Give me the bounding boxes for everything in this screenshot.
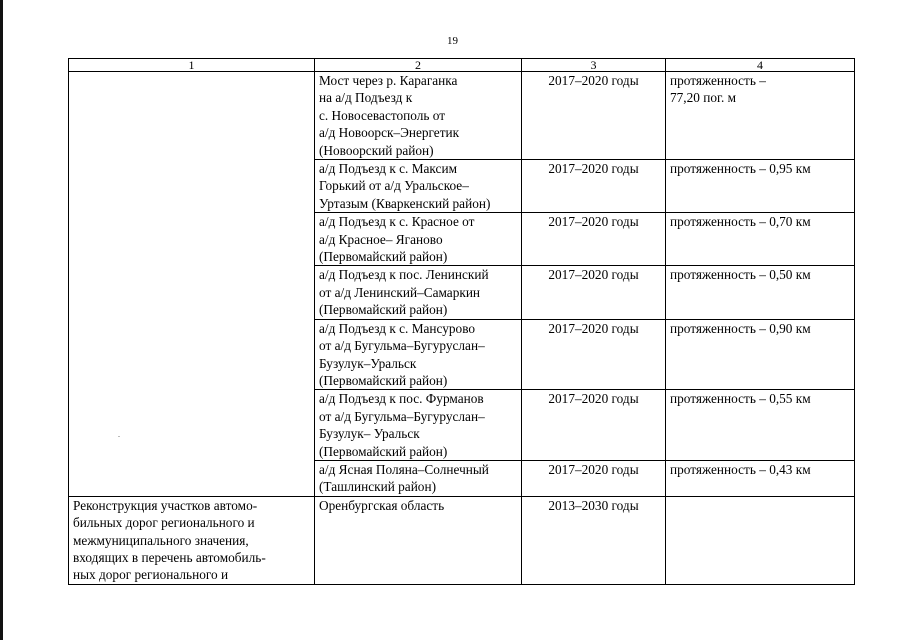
cell-line: а/д Подъезд к с. Максим xyxy=(319,161,457,177)
header-cell-4: 4 xyxy=(666,59,855,72)
cell-line: Бузулук– Уральск xyxy=(319,426,420,442)
merged-cell-col1 xyxy=(69,72,315,497)
cell-line: а/д Подъезд к с. Мансурово xyxy=(319,320,476,336)
cell-line: (Первомайский район) xyxy=(319,443,448,459)
cell-line: а/д Красное– Яганово xyxy=(319,231,443,247)
cell-line: входящих в перечень автомобиль- xyxy=(73,549,266,565)
cell-line: а/д Новоорск–Энергетик xyxy=(319,125,460,141)
page-number: 19 xyxy=(447,35,458,47)
cell-object-name xyxy=(315,160,522,213)
header-cell-1: 1 xyxy=(69,59,315,72)
cell-line: от а/д Бугульма–Бугуруслан– xyxy=(319,338,485,354)
cell-length xyxy=(666,213,855,266)
cell-line: (Первомайский район) xyxy=(319,249,448,265)
cell-length xyxy=(666,496,855,584)
cell-line: Мост через р. Караганка xyxy=(319,73,458,88)
cell-object-name xyxy=(315,496,522,584)
cell-period: 2017–2020 годы xyxy=(522,160,666,213)
cell-line: от а/д Бугульма–Бугуруслан– xyxy=(319,408,485,424)
cell-period: 2017–2020 годы xyxy=(522,266,666,319)
cell-object-name xyxy=(315,213,522,266)
cell-line: протяженность – 0,50 км xyxy=(670,267,811,283)
cell-line: Реконструкция участков автомо- xyxy=(73,497,258,513)
cell-object-name xyxy=(315,319,522,390)
cell-line: бильных дорог регионального и xyxy=(73,515,255,531)
cell-line: Бузулук–Уральск xyxy=(319,355,417,371)
cell-line: (Первомайский район) xyxy=(319,372,448,388)
table-header-row xyxy=(69,59,855,72)
cell-line: протяженность – 0,90 км xyxy=(670,320,811,336)
cell-line: ных дорог регионального и xyxy=(73,567,229,583)
cell-length xyxy=(666,460,855,496)
cell-length xyxy=(666,72,855,160)
cell-line: (Новоорский район) xyxy=(319,142,434,158)
header-cell-2: 2 xyxy=(315,59,522,72)
cell-object-name xyxy=(315,266,522,319)
cell-line: а/д Подъезд к с. Красное от xyxy=(319,214,475,230)
cell-line: 77,20 пог. м xyxy=(670,90,737,106)
cell-period: 2017–2020 годы xyxy=(522,460,666,496)
cell-line: от а/д Ленинский–Самаркин xyxy=(319,284,481,300)
cell-line: а/д Ясная Поляна–Солнечный xyxy=(319,461,489,477)
cell-line: протяженность – 0,55 км xyxy=(670,391,811,407)
cell-period: 2017–2020 годы xyxy=(522,72,666,160)
cell-period: 2017–2020 годы xyxy=(522,319,666,390)
cell-length xyxy=(666,390,855,461)
table-row xyxy=(69,72,855,160)
header-cell-3: 3 xyxy=(522,59,666,72)
cell-line: а/д Подъезд к пос. Фурманов xyxy=(319,391,484,407)
cell-period: 2017–2020 годы xyxy=(522,390,666,461)
cell-line: межмуниципального значения, xyxy=(73,532,249,548)
cell-length xyxy=(666,266,855,319)
document-table xyxy=(68,58,855,585)
cell-line: на а/д Подъезд к xyxy=(319,90,413,106)
cell-period: 2017–2020 годы xyxy=(522,213,666,266)
table-row xyxy=(69,496,855,584)
cell-line: Оренбургская область xyxy=(319,497,445,513)
cell-line: протяженность – 0,70 км xyxy=(670,214,811,230)
cell-period: 2013–2030 годы xyxy=(522,496,666,584)
cell-object-name xyxy=(315,72,522,160)
scan-edge-shadow xyxy=(0,0,3,640)
cell-line: а/д Подъезд к пос. Ленинский xyxy=(319,267,489,283)
cell-line: с. Новосевастополь от xyxy=(319,107,446,123)
cell-line: протяженность – 0,95 км xyxy=(670,161,811,177)
cell-line: (Первомайский район) xyxy=(319,302,448,318)
cell-activity xyxy=(69,496,315,584)
cell-line: протяженность – 0,43 км xyxy=(670,461,811,477)
cell-object-name xyxy=(315,460,522,496)
cell-line: Уртазым (Кваркенский район) xyxy=(319,195,491,211)
cell-line: протяженность – xyxy=(670,73,766,88)
cell-length xyxy=(666,319,855,390)
cell-line: (Ташлинский район) xyxy=(319,479,437,495)
cell-object-name xyxy=(315,390,522,461)
cell-length xyxy=(666,160,855,213)
cell-line: Горький от а/д Уральское– xyxy=(319,178,469,194)
